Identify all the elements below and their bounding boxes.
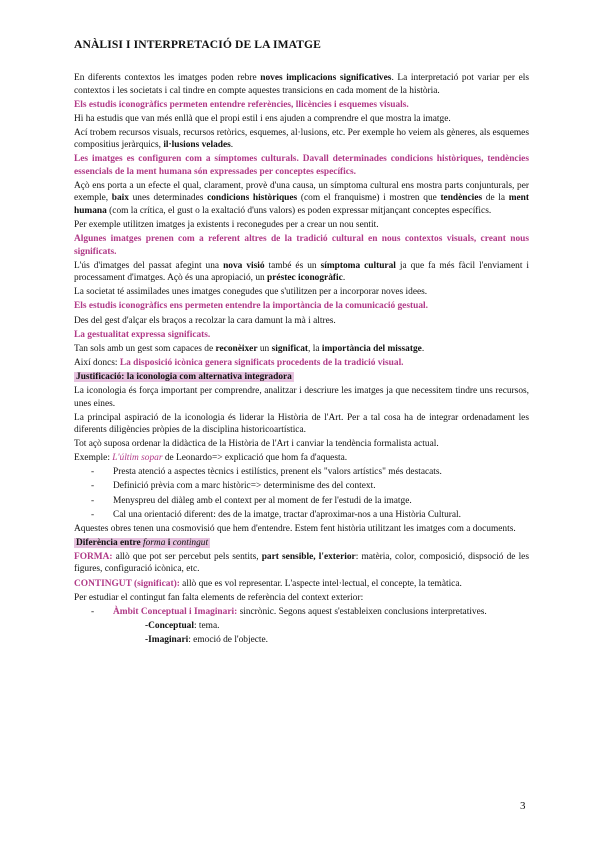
bold-text: nova visió [223,260,265,271]
paragraph: La iconologia és força important per comprendre, analitzar i descriure les imatges ja que necessitem tindre uns recursos, unes eines. [74,386,529,409]
paragraph: La principal aspiració de la iconologia és liderar la Història de l'Art. Per a tal cosa ha de integrar ordenadament les diferents diligències pròpies de la disciplina historicoartística. [74,412,529,436]
text-run: : emoció de l'objecte. [188,634,269,645]
bold-text: significat [271,343,309,354]
text-run: de la [482,193,509,204]
text-run: Açò ens porta a un efecte el qual, clarament, provè d'una causa, un símptoma cultural ens mostra parts conjunturals, per exemple, [74,180,529,204]
text-run: , la [308,343,322,354]
text-run: allò que es vol representar. L'aspecte intel·lectual, el concepte, la temàtica. [179,578,462,589]
text-run: L'ús d'imatges del passat afegint una [74,260,224,271]
paragraph [74,357,529,370]
bold-text: importància del missatge [321,343,422,354]
text-run: : matèria, color, composició, dispsoció de les figures, configuració icònica, etc. [74,551,529,575]
text-run: Ací trobem recursos visuals, recursos retòrics, esquemes, al·lusions, etc. Per exemple ho veiem als gèneres, als esquemes compositius jeràrquics, [74,127,529,151]
text-run: . [230,140,234,151]
bold-text: -Imaginari [145,634,189,645]
paragraph [74,578,529,591]
text-run: Diferència entre [76,537,143,548]
text-run: Exemple: [74,453,113,464]
italic-text: contingut [172,537,209,548]
bold-text: ment humana [74,193,529,216]
artwork-title: L'últim sopar [112,453,163,464]
paragraph: Per estudiar el contingut fan falta elements de referència del context exterior: [74,592,364,603]
bold-text: tendències [440,193,483,204]
paragraph [74,551,529,576]
text-run: (com la crítica, el gust o la exaltació d'uns valors) es poden expressar mitjançant conceptes específics. [106,205,492,216]
text-run: de Leonardo=> explicació que hom fa d'aquesta. [162,453,348,464]
paragraph [74,180,529,218]
highlighted-heading [74,538,210,548]
text-run: un [257,343,272,354]
paragraph: La societat té assimilades unes imatges conegudes que s'utilitzen per a incorporar noves idees. [74,287,428,298]
text-run: Així doncs: [74,357,120,368]
bold-text: part sensible, l'exterior [261,551,356,562]
highlighted-heading: Justificació: la iconologia com alternativa integradora [76,371,292,382]
bold-text: -Conceptual [145,620,194,631]
section-heading: Els estudis iconogràfics permeten entendre referències, llicències i esquemes visuals. [74,99,409,110]
text-run: . La interpretació pot variar per els contextos i les societats i cal tindre en compte aquestes transicions en cada moment de la història. [74,73,529,96]
text-run: ja que fa més fàcil l'enviament i processament d'imatges. Açò és una apropiació, un [74,260,529,284]
document-body [74,72,529,648]
section-heading: Les imatges es configuren com a símptomes culturals. Davall determinades condicions històriques, tendències essencials de la ment humana són expressades per conceptes específics. [74,154,529,177]
text-run: allò que pot ser percebut pels sentits, [112,551,262,562]
sub-item [74,634,529,647]
bold-text: baix [111,193,129,204]
text-run: . [342,273,346,284]
section-heading [74,371,529,384]
paragraph: Hi ha estudis que van més enllà que el propi estil i ens ajuden a comprendre el que mostra la imatge. [74,113,451,124]
bold-text: noves implicacions significatives [260,73,392,83]
list-item: - Definició prèvia com a marc històric=> determinisme des del context. [74,480,529,493]
section-heading: La gestualitat expressa significats. [74,329,211,340]
section-heading: Els estudis iconogràfics ens permeten entendre la importància de la comunicació gestual. [74,301,428,312]
page-number: 3 [520,800,526,812]
text-run: unes determinades [128,193,208,204]
text-run: En diferents contextos les imatges poden rebre [74,73,261,83]
paragraph [74,452,529,465]
page-title: ANÀLISI I INTERPRETACIÓ DE LA IMATGE [74,38,322,51]
term-label: FORMA: [74,551,113,562]
term-label: Àmbit Conceptual i Imaginari: [113,606,238,617]
section-heading [74,537,529,550]
bold-text: préstec iconogràfic [267,273,343,284]
section-heading: Algunes imatges prenen com a referent altres de la tradició cultural en nous contextos visuals, creant nous significats. [74,234,529,257]
paragraph [74,260,529,285]
paragraph: Per exemple utilitzen imatges ja existents i reconegudes per a crear un nou sentit. [74,220,379,231]
bold-text: condicions històriques [207,193,298,204]
paragraph: Aquestes obres tenen una cosmovisió que hem d'entendre. Estem fent història utilitzant les imatges com a documents. [74,523,516,534]
term-label: CONTINGUT (significat): [74,578,180,589]
italic-text: forma [142,537,166,548]
bullet-list [74,466,529,521]
sub-item [74,620,529,633]
list-item: - Menyspreu del diàleg amb el context per al moment de fer l'estudi de la imatge. [74,495,529,508]
text-run: i [165,537,173,548]
list-item: - Presta atenció a aspectes tècnics i estilístics, prenent els "valors artístics" més destacats. [74,466,529,479]
text-run: . [421,343,425,354]
paragraph: Tot açò suposa ordenar la didàctica de la Història de l'Art i canviar la tendència formalista actual. [74,439,439,450]
list-item [74,606,529,619]
text-run: també és un [264,260,321,271]
text-run: sincrònic. Segons aquest s'estableixen conclusions interpretatives. [237,606,487,617]
paragraph [74,343,529,356]
bold-text: símptoma cultural [320,260,396,271]
paragraph: Des del gest d'alçar els braços a recolzar la cara damunt la mà i altres. [74,315,336,326]
pink-bold-text: La disposició icònica genera significats procedents de la tradició visual. [119,357,404,368]
bullet-list [74,606,529,619]
paragraph [74,72,529,97]
paragraph [74,127,529,152]
bold-text: il·lusions velades [163,140,231,151]
text-run: Tan sols amb un gest som capaces de [74,343,216,354]
text-run: (com el franquisme) i mostren que [297,193,441,204]
bold-text: reconèixer [215,343,258,354]
list-item: - Cal una orientació diferent: des de la imatge, tractar d'aproximar-nos a una Història Cultural. [74,509,529,522]
text-run: : tema. [193,620,220,631]
